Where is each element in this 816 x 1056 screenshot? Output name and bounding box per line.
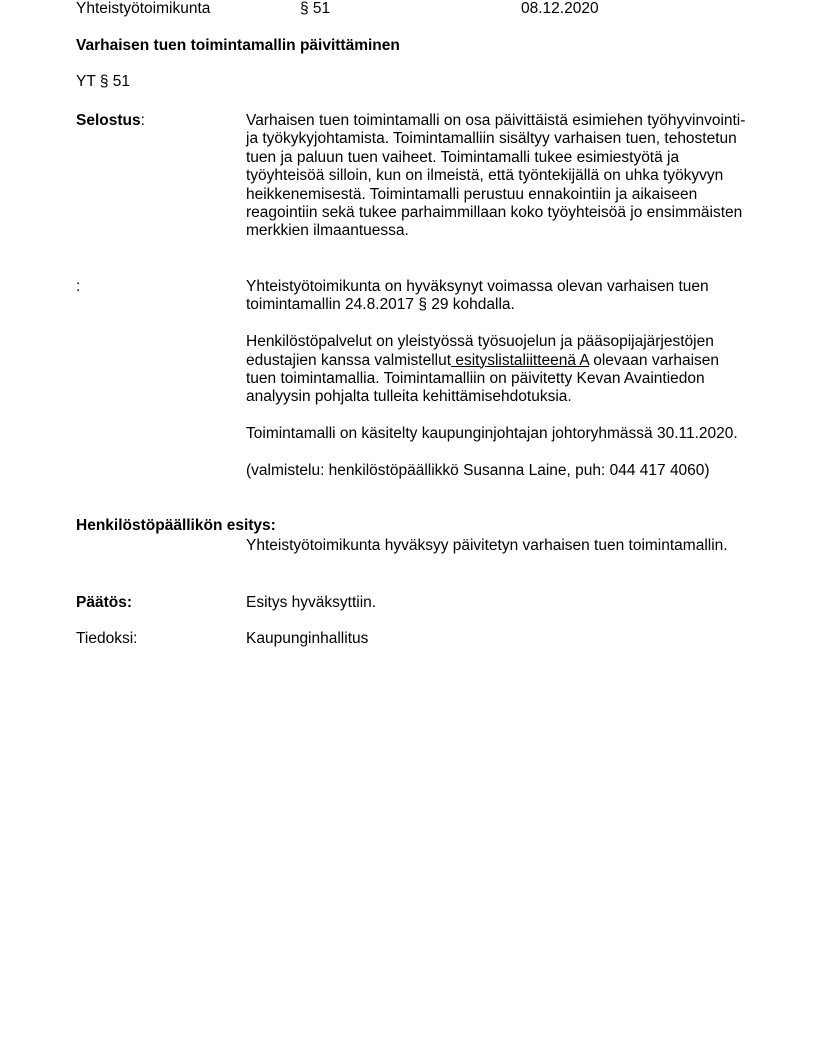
decision-text: Esitys hyväksyttiin. xyxy=(246,594,377,611)
selostus-label-text: Selostus xyxy=(76,112,141,129)
header-date: 08.12.2020 xyxy=(521,0,599,17)
selostus-body xyxy=(246,112,746,241)
selostus-section xyxy=(76,112,756,262)
background-paragraph-1: Yhteistyötoimikunta on hyväksynyt voimassa olevan varhaisen tuen toimintamallin 24.8.2017 § 29 kohdalla. xyxy=(246,278,709,314)
decision-label: Päätös: xyxy=(76,594,132,611)
notice-text: Kaupunginhallitus xyxy=(246,630,369,647)
background-paragraph-2-start: Henkilöstöpalvelut on yleistyössä työsuojelun ja pääsopijajärjestöjen edustajien kanssa valmistellut xyxy=(246,333,714,369)
header-section-number: § 51 xyxy=(300,0,331,17)
preparer-note: (valmistelu: henkilöstöpäällikkö Susanna Laine, puh: 044 417 4060) xyxy=(246,462,710,480)
background-body xyxy=(246,278,746,480)
background-paragraph-2 xyxy=(246,333,746,407)
selostus-paragraph: Varhaisen tuen toimintamalli on osa päivittäistä esimiehen työhyvinvointi- ja työkykyjohtamista. Toimintamalliin sisältyy varhaisen tuen, tehostetun tuen ja paluun tuen vaiheet. Toimintamalli tukee esimiestyötä ja työyhteisöä silloin, kun on ilmeistä, että työntekijällä on uhka työkyvyn heikkenemisestä. Toimintamalli perustuu ennakointiin ja aikaiseen reagointiin sekä tukee parhaimmillaan koko työyhteisöä jo ensimmäisten merkkien ilmaantuessa. xyxy=(246,112,746,240)
notice-section xyxy=(76,630,756,650)
proposal-section xyxy=(76,537,756,577)
background-label: : xyxy=(76,278,81,295)
document-header xyxy=(76,0,796,18)
selostus-label xyxy=(76,112,145,130)
proposal-heading: Henkilöstöpäällikön esitys: xyxy=(76,517,276,534)
attachment-a-link[interactable]: esityslistaliitteenä A xyxy=(451,351,589,369)
header-organization: Yhteistyötoimikunta xyxy=(76,0,211,17)
background-section xyxy=(76,278,756,508)
background-paragraph-2-end: olevaan varhaisen tuen toimintamallia. Toimintamalliin on päivitetty Kevan Avaintiedon analyysin pohjalta tulleita kehittämisehdotuksia. xyxy=(246,351,720,406)
notice-label: Tiedoksi: xyxy=(76,630,138,647)
section-reference: YT § 51 xyxy=(76,73,131,90)
background-paragraph-3: Toimintamalli on käsitelty kaupunginjohtajan johtoryhmässä 30.11.2020. xyxy=(246,425,738,443)
proposal-text: Yhteistyötoimikunta hyväksyy päivitetyn varhaisen tuen toimintamallin. xyxy=(246,537,728,554)
selostus-label-colon: : xyxy=(140,112,145,129)
document-title: Varhaisen tuen toimintamallin päivittäminen xyxy=(76,37,400,54)
decision-section xyxy=(76,594,756,614)
